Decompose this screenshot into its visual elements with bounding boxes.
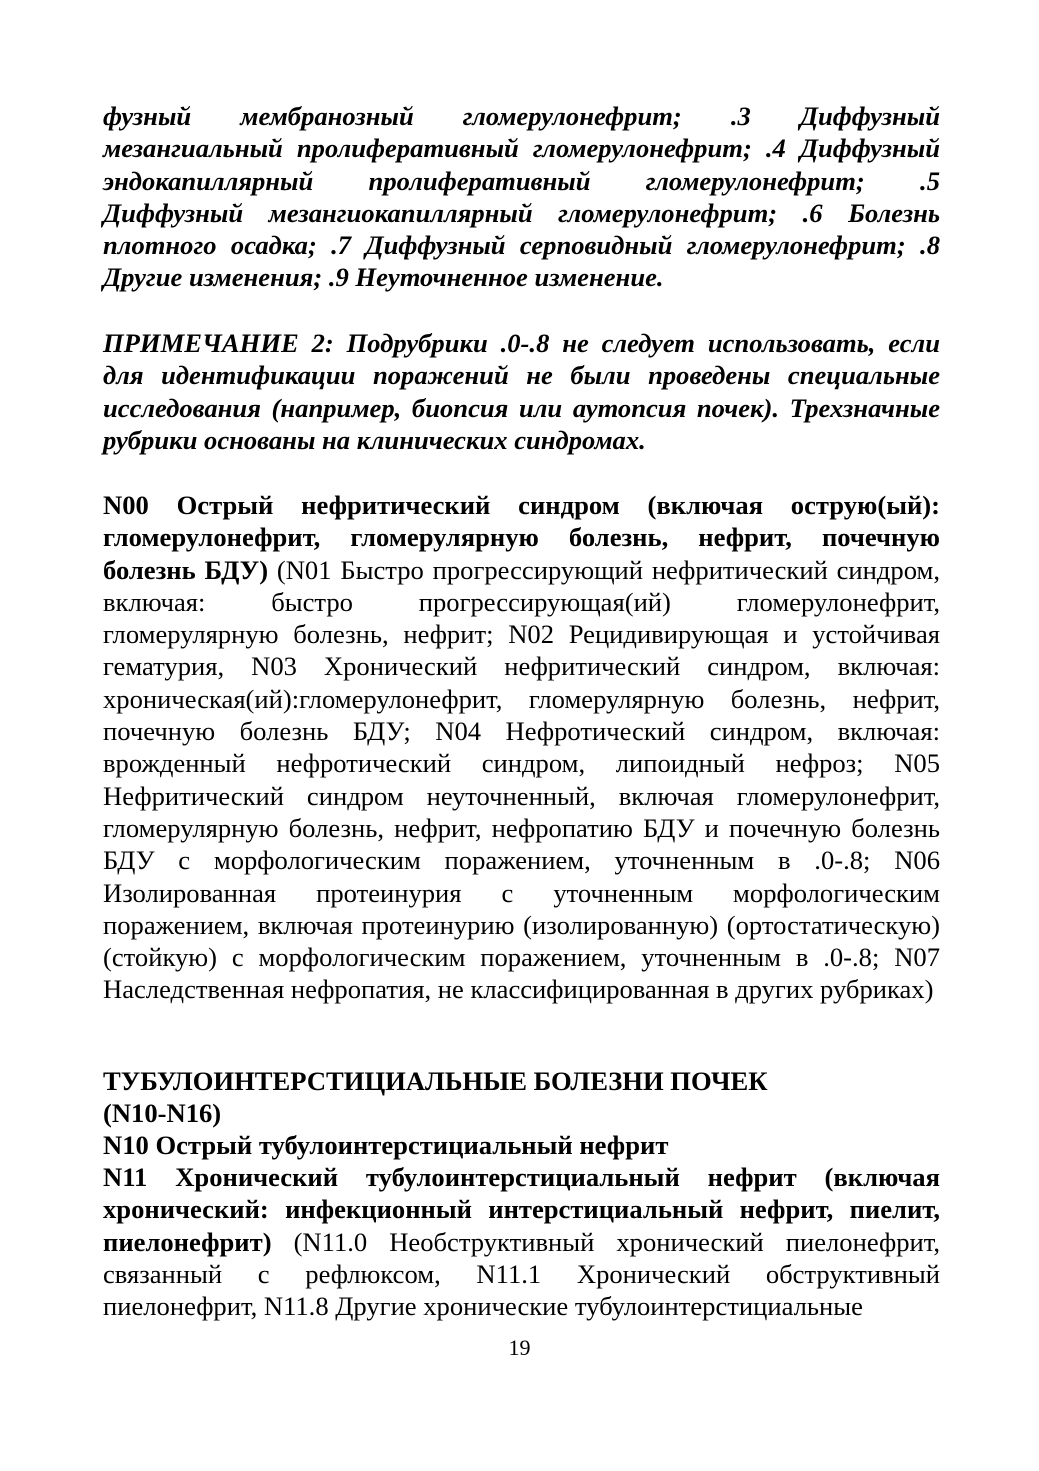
n10-heading: N10 Острый тубулоинтерстициальный нефрит bbox=[103, 1130, 669, 1160]
section-heading: ТУБУЛОИНТЕРСТИЦИАЛЬНЫЕ БОЛЕЗНИ ПОЧЕК bbox=[103, 1066, 768, 1096]
note2-paragraph: ПРИМЕЧАНИЕ 2: Подрубрики .0-.8 не следует использовать, если для идентификации поражений не были проведены специальные исследования (например, биопсия или аутопсия почек). Трехзначные рубрики основаны на клинических синдромах. bbox=[103, 328, 940, 455]
section-heading-range: (N10-N16) bbox=[103, 1098, 222, 1128]
n00-title: N00 Острый нефритический синдром (включая острую(ый): гломерулонефрит, гломерулярную болезнь, нефрит, почечную болезнь БДУ) bbox=[103, 490, 940, 585]
n11-title: N11 Хронический тубулоинтерстициальный нефрит (включая хронический: инфекционный интерстициальный нефрит, пиелит, пиелонефрит) bbox=[103, 1162, 940, 1257]
n00-paragraph bbox=[103, 489, 940, 1006]
n00-body: (N01 Быстро прогрессирующий нефритический синдром, включая: быстро прогрессирующая(ий) гломерулонефрит, гломерулярную болезнь, нефрит; N02 Рецидивирующая и устойчивая гематурия, N03 Хронический нефритический синдром, включая: хроническая(ий):гломерулонефрит, гломерулярную болезнь, нефрит, почечную болезнь БДУ; N04 Нефротический синдром, включая: врожденный нефротический синдром, липоидный нефроз; N05 Нефритический синдром неуточненный, включая гломерулонефрит, гломерулярную болезнь, нефрит, нефропатию БДУ и почечную болезнь БДУ с морфологическим поражением, уточненным в .0-.8; N06 Изолированная протеинурия с уточненным морфологическим поражением, включая протеинурию (изолированную) (ортостатическую) (стойкую) с морфологическим поражением, уточненным в .0-.8; N07 Наследственная нефропатия, не классифицированная в других рубриках) bbox=[103, 554, 940, 1005]
page-number: 19 bbox=[508, 1335, 531, 1360]
n11-body: (N11.0 Необструктивный хронический пиелонефрит, связанный с рефлюксом, N11.1 Хронический обструктивный пиелонефрит, N11.8 Другие хронические тубулоинтерстициальные bbox=[103, 1226, 940, 1322]
n11-paragraph bbox=[103, 1161, 940, 1322]
note1-paragraph: фузный мембранозный гломерулонефрит; .3 Диффузный мезангиальный пролиферативный гломерулонефрит; .4 Диффузный эндокапиллярный пролиферативный гломерулонефрит; .5 Диффузный мезангиокапиллярный гломерулонефрит; .6 Болезнь плотного осадка; .7 Диффузный серповидный гломерулонефрит; .8 Другие изменения; .9 Неуточненное изменение. bbox=[103, 101, 940, 293]
